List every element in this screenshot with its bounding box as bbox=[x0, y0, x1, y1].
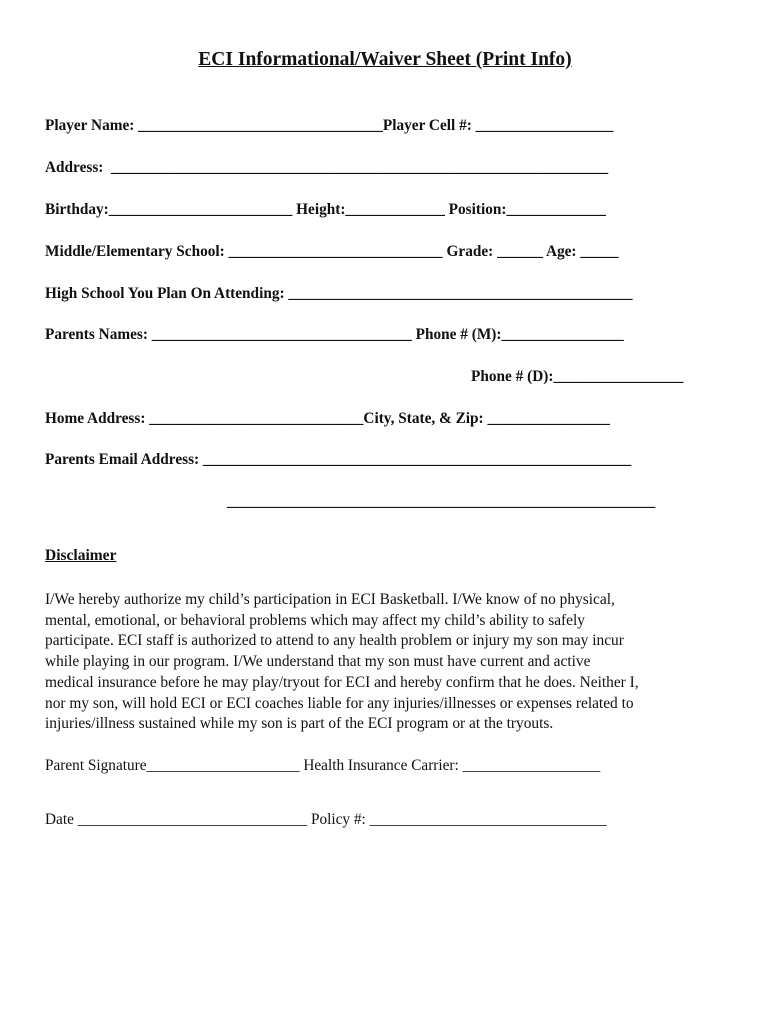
disclaimer-text-line: participate. ECI staff is authorized to attend to any health problem or injury my son may incur bbox=[45, 632, 624, 650]
birthday-height-position-line[interactable]: Birthday:________________________ Height:_____________ Position:_____________ bbox=[45, 201, 606, 218]
parents-names-phone-line[interactable]: Parents Names: __________________________________ Phone # (M):________________ bbox=[45, 326, 624, 343]
disclaimer-heading: Disclaimer bbox=[45, 547, 117, 564]
parents-email-line[interactable]: Parents Email Address: ________________________________________________________ bbox=[45, 451, 632, 468]
date-policy-line[interactable]: Date ______________________________ Policy #: _______________________________ bbox=[45, 811, 607, 828]
parents-email-continuation-line[interactable]: ________________________________________________________ bbox=[227, 493, 656, 510]
address-line[interactable]: Address: _________________________________________________________________ bbox=[45, 159, 609, 176]
parent-signature-insurance-line[interactable]: Parent Signature____________________ Health Insurance Carrier: __________________ bbox=[45, 757, 601, 774]
phone-d-line[interactable]: Phone # (D):_________________ bbox=[471, 368, 684, 385]
disclaimer-text-line: medical insurance before he may play/tryout for ECI and hereby confirm that he does. Neither I, bbox=[45, 673, 639, 691]
disclaimer-paragraph bbox=[45, 590, 735, 735]
player-name-line[interactable]: Player Name: ________________________________Player Cell #: __________________ bbox=[45, 117, 614, 134]
high-school-line[interactable]: High School You Plan On Attending: _____________________________________________ bbox=[45, 285, 633, 302]
page-title: ECI Informational/Waiver Sheet (Print Info) bbox=[198, 49, 572, 70]
disclaimer-text-line: nor my son, will hold ECI or ECI coaches liable for any injuries/illnesses or expenses related to bbox=[45, 694, 634, 712]
disclaimer-text-line: I/We hereby authorize my child’s participation in ECI Basketball. I/We know of no physical, bbox=[45, 591, 615, 608]
disclaimer-text-line: while playing in our program. I/We understand that my son must have current and active bbox=[45, 653, 591, 671]
home-address-line[interactable]: Home Address: ____________________________City, State, & Zip: ________________ bbox=[45, 410, 610, 427]
school-grade-age-line[interactable]: Middle/Elementary School: ____________________________ Grade: ______ Age: _____ bbox=[45, 243, 619, 260]
disclaimer-text-line: injuries/illness sustained while my son is part of the ECI program or at the tryouts. bbox=[45, 715, 554, 733]
disclaimer-text-line: mental, emotional, or behavioral problems which may affect my child’s ability to safely bbox=[45, 611, 585, 629]
